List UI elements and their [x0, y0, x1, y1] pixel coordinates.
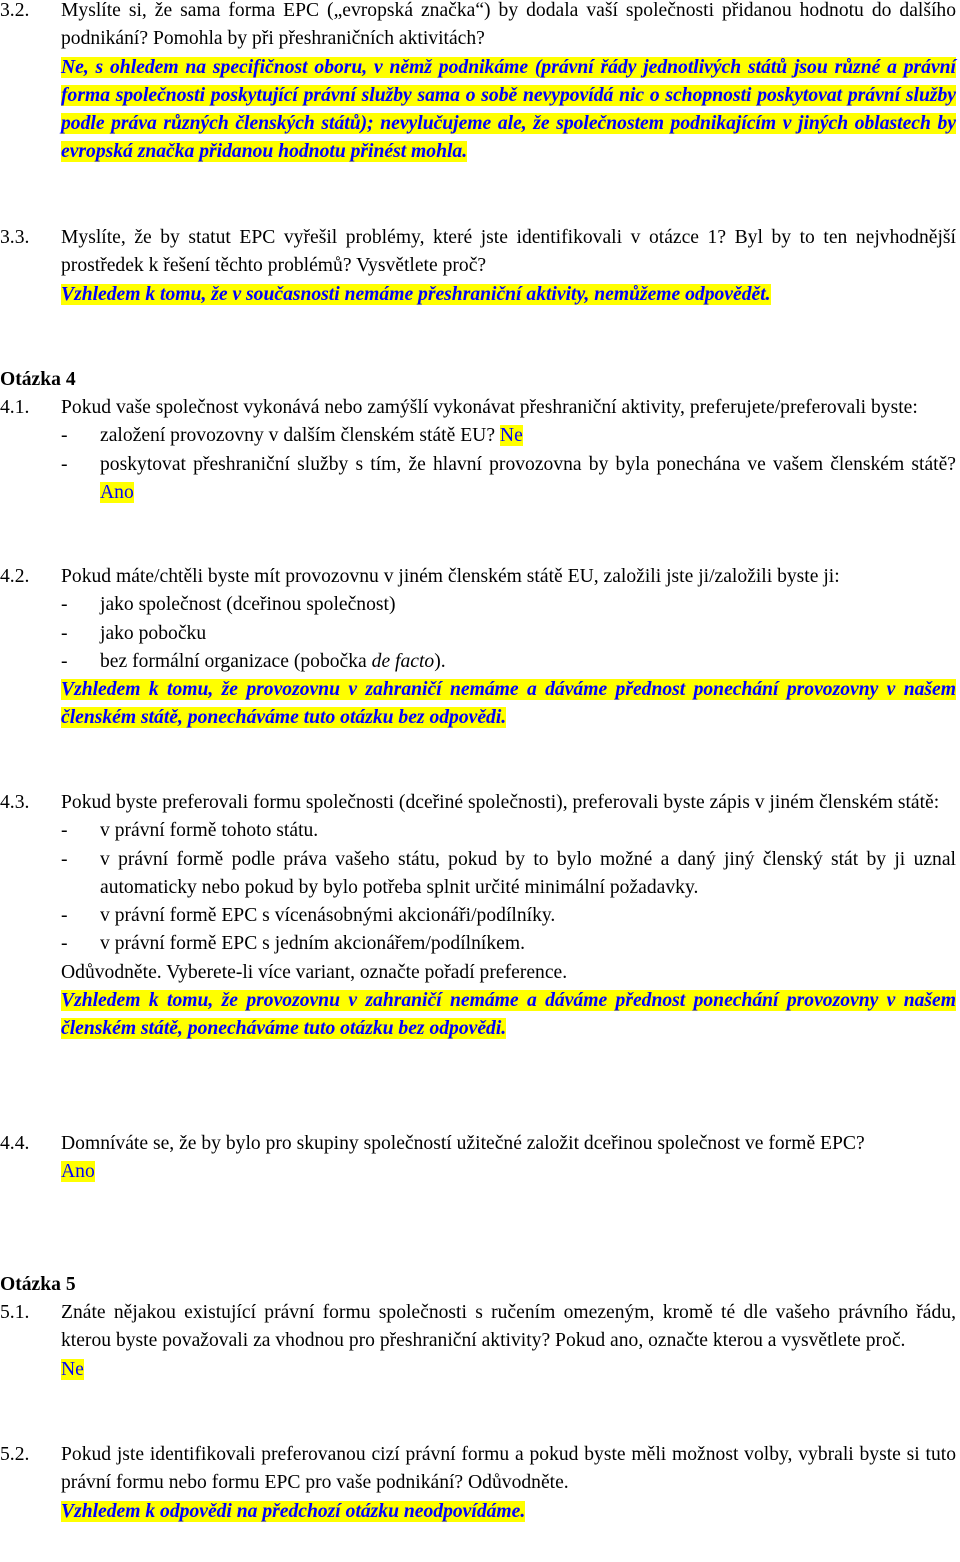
section-heading-5: Otázka 5 — [0, 1274, 76, 1295]
option-answer: Ano — [100, 481, 134, 503]
question-text: Domníváte se, že by bylo pro skupiny společností užitečné založit dceřinou společnost ve formě EPC? — [61, 1133, 865, 1154]
question-number: 3.2. — [0, 0, 30, 21]
list-item — [61, 930, 956, 958]
list-item — [61, 648, 956, 676]
option-text-before: bez formální organizace (pobočka — [100, 650, 372, 672]
option-list — [61, 817, 956, 958]
question-text: Myslíte si, že sama forma EPC („evropská značka“) by dodala vaší společnosti přidanou hodnotu do dalšího podnikání? Pomohla by při přeshraničních aktivitách? — [61, 0, 956, 50]
question-number: 4.2. — [0, 566, 30, 587]
option-text: v právní formě podle práva vašeho státu, pokud by to bylo možné a daný jiný členský stát by ji uznal automaticky nebo pokud by bylo potřeba splnit určité minimální požadavky. — [100, 848, 956, 898]
question-4-4 — [0, 1130, 956, 1187]
question-5-1 — [0, 1299, 956, 1384]
list-dash: - — [61, 933, 68, 955]
question-number: 3.3. — [0, 227, 30, 248]
option-text-italic: de facto — [371, 650, 435, 672]
answer-text: Vzhledem k tomu, že v současnosti nemáme přeshraniční aktivity, nemůžeme odpovědět. — [61, 283, 771, 305]
option-text: v právní formě EPC s vícenásobnými akcionáři/podílníky. — [100, 905, 556, 927]
option-text: založení provozovny v dalším členském státě EU? — [100, 425, 496, 447]
list-dash: - — [61, 622, 68, 644]
question-text: Pokud vaše společnost vykonává nebo zamýšlí vykonávat přeshraniční aktivity, preferujete/preferovali byste: — [61, 397, 918, 418]
list-item — [61, 451, 956, 508]
section-heading-4: Otázka 4 — [0, 369, 76, 390]
question-4-3 — [0, 789, 956, 1044]
option-text: v právní formě EPC s jedním akcionářem/podílníkem. — [100, 933, 525, 955]
list-dash: - — [61, 848, 68, 870]
question-text: Pokud máte/chtěli byste mít provozovnu v jiném členském státě EU, založili jste ji/založili byste ji: — [61, 566, 840, 587]
question-number: 4.3. — [0, 792, 30, 813]
list-dash: - — [61, 425, 68, 447]
question-text: Pokud byste preferovali formu společnosti (dceřiné společnosti), preferovali byste zápis v jiném členském státě: — [61, 792, 940, 813]
list-item — [61, 620, 956, 648]
option-list — [61, 591, 956, 676]
answer-text: Ne, s ohledem na specifičnost oboru, v němž podnikáme (právní řády jednotlivých států jsou různé a právní forma společnosti poskytující právní služby sama o sobě nevypovídá nic o schopnosti poskytovat právní služby podle práva různých členských států); nevylučujeme ale, že společnostem podnikajícím v jiných oblastech by evropská značka přidanou hodnotu přinést mohla. — [61, 56, 956, 163]
answer-text: Vzhledem k odpovědi na předchozí otázku neodpovídáme. — [61, 1500, 526, 1522]
question-number: 5.2. — [0, 1444, 30, 1465]
list-item — [61, 422, 956, 450]
list-item — [61, 817, 956, 845]
list-dash: - — [61, 594, 68, 616]
option-text: jako pobočku — [100, 622, 207, 644]
question-4-2 — [0, 563, 956, 733]
option-text: poskytovat přeshraniční služby s tím, že hlavní provozovna by byla ponechána ve vašem členském státě? — [100, 453, 956, 475]
list-item — [61, 902, 956, 930]
question-text: Pokud jste identifikovali preferovanou cizí právní formu a pokud byste měli možnost volby, vybrali byste si tuto právní formu nebo formu EPC pro vaše podnikání? Odůvodněte. — [61, 1444, 956, 1494]
question-3-3 — [0, 224, 956, 309]
list-dash: - — [61, 905, 68, 927]
list-item — [61, 846, 956, 903]
question-4-1 — [0, 394, 956, 507]
question-5-2 — [0, 1441, 956, 1526]
option-text: v právní formě tohoto státu. — [100, 820, 319, 842]
list-dash: - — [61, 650, 68, 672]
list-dash: - — [61, 820, 68, 842]
option-text: jako společnost (dceřinou společnost) — [100, 594, 396, 616]
question-3-2 — [0, 0, 956, 167]
question-number: 4.4. — [0, 1133, 30, 1154]
answer-text: Vzhledem k tomu, že provozovnu v zahraničí nemáme a dáváme přednost ponechání provozovny v našem členském státě, ponecháváme tuto otázku bez odpovědi. — [61, 990, 956, 1040]
option-list — [61, 422, 956, 507]
question-text: Znáte nějakou existující právní formu společnosti s ručením omezeným, kromě té dle vašeho právního řádu, kterou byste považovali za vhodnou pro přeshraniční aktivity? Pokud ano, označte kterou a vysvětlete proč. — [61, 1302, 956, 1352]
option-text-after: ). — [434, 650, 446, 672]
question-text: Myslíte, že by statut EPC vyřešil problémy, které jste identifikovali v otázce 1? Byl by to ten nejvhodnější prostředek k řešení těchto problémů? Vysvětlete proč? — [61, 227, 956, 277]
answer-text: Ne — [61, 1358, 84, 1380]
instruction-text: Odůvodněte. Vyberete-li více variant, označte pořadí preference. — [61, 961, 568, 983]
question-number: 4.1. — [0, 397, 30, 418]
answer-text: Vzhledem k tomu, že provozovnu v zahraničí nemáme a dáváme přednost ponechání provozovny v našem členském státě, ponecháváme tuto otázku bez odpovědi. — [61, 679, 956, 729]
question-number: 5.1. — [0, 1302, 30, 1323]
answer-text: Ano — [61, 1161, 95, 1183]
option-answer: Ne — [499, 425, 523, 447]
list-dash: - — [61, 453, 68, 475]
list-item — [61, 591, 956, 619]
